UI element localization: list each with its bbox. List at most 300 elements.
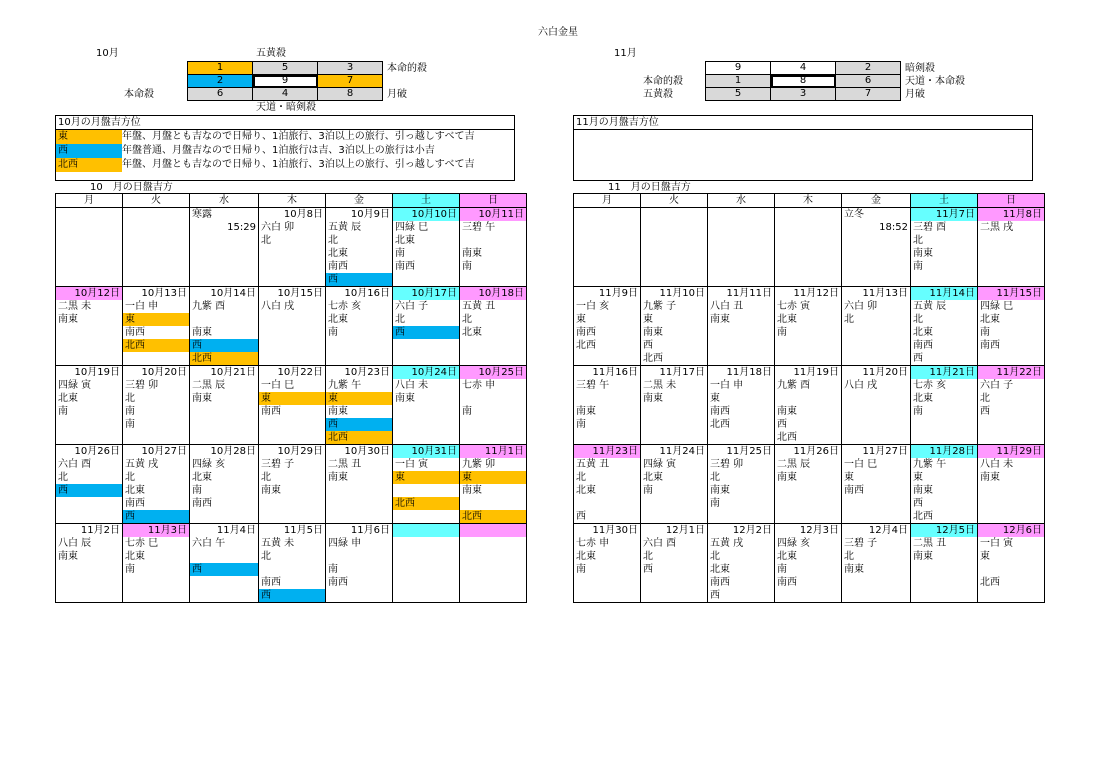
day-line [123,576,190,589]
day-line: 北西 [775,431,842,445]
day-line: 南東 [56,313,123,326]
day-line: 七赤 申 [574,537,641,550]
day-date: 11月14日 [911,287,978,301]
day-line [842,273,911,287]
day-line [393,576,460,589]
board-cell: 3 [318,62,383,75]
day-line [574,221,641,234]
day-line [775,497,842,510]
day-line: 北東 [708,563,775,576]
day-line [123,352,190,366]
day-line [190,234,259,247]
day-line [56,431,123,445]
day-date: 11月29日 [978,445,1045,459]
fortune-row [56,130,514,144]
day-line: 北東 [460,326,527,339]
day-date: 11月7日 [911,208,978,222]
day-line: 二黒 未 [56,300,123,313]
day-date: 11月3日 [123,524,190,538]
day-date: 11月28日 [911,445,978,459]
day-line: 南東 [259,484,326,497]
day-line: 三碧 子 [842,537,911,550]
day-line [190,247,259,260]
day-date: 11月19日 [775,366,842,380]
day-line: 北 [842,550,911,563]
day-date: 10月21日 [190,366,259,380]
day-line: 七赤 亥 [911,379,978,392]
nov-fortune-box [573,115,1033,181]
day-line [978,589,1045,603]
day-line [56,234,123,247]
day-date: 10月27日 [123,445,190,459]
day-date: 11月26日 [775,445,842,459]
day-date: 12月4日 [842,524,911,538]
day-line [842,418,911,431]
weekday-header: 木 [259,194,326,208]
day-line: 四緑 亥 [190,458,259,471]
day-line [259,431,326,445]
day-line: 南西 [190,497,259,510]
day-date: 立冬 [842,208,911,222]
day-date: 10月15日 [259,287,326,301]
board-cell: 6 [188,88,253,101]
day-line [393,550,460,563]
day-line: 北西 [190,352,259,366]
day-line: 南西 [259,576,326,589]
board-cell: 9 [253,75,318,88]
day-line: 九紫 酉 [775,379,842,392]
day-line [190,431,259,445]
day-date: 11月16日 [574,366,641,380]
day-line: 八白 未 [978,458,1045,471]
day-date: 11月24日 [641,445,708,459]
day-line [775,352,842,366]
day-line: 北東 [393,234,460,247]
day-line [393,510,460,524]
day-line: 南 [641,484,708,497]
day-line: 北 [123,392,190,405]
day-line [259,273,326,287]
day-line: 北 [259,234,326,247]
day-line: 六白 卯 [259,221,326,234]
day-line [56,418,123,431]
board-cell: 5 [706,88,771,101]
day-line: 九紫 卯 [460,458,527,471]
day-line: 北西 [123,339,190,352]
day-date: 10月16日 [326,287,393,301]
day-line [978,234,1045,247]
day-line: 北 [574,471,641,484]
day-line [326,497,393,510]
day-line [56,352,123,366]
day-line [708,234,775,247]
day-line: 三碧 酉 [911,221,978,234]
day-line [259,563,326,576]
day-date [641,208,708,222]
day-line: 北東 [123,550,190,563]
day-line: 18:52 [842,221,911,234]
weekday-header: 土 [911,194,978,208]
day-line [574,392,641,405]
day-line: 南東 [56,550,123,563]
day-date: 12月2日 [708,524,775,538]
day-line [842,339,911,352]
day-line: 南 [911,260,978,273]
day-line [574,589,641,603]
day-line: 四緑 亥 [775,537,842,550]
weekday-header: 月 [574,194,641,208]
weekday-header: 日 [978,194,1045,208]
day-line [190,260,259,273]
oct-calendar [55,193,527,603]
day-line [326,550,393,563]
day-line [708,352,775,366]
day-line [842,405,911,418]
day-line: 二黒 戌 [978,221,1045,234]
day-date: 11月18日 [708,366,775,380]
day-line: 三碧 午 [574,379,641,392]
day-line [460,563,527,576]
day-date: 12月3日 [775,524,842,538]
day-line [56,260,123,273]
day-date: 11月13日 [842,287,911,301]
day-line [641,418,708,431]
day-line: 北 [708,471,775,484]
day-line [574,431,641,445]
board-cell: 1 [706,75,771,88]
day-date: 11月4日 [190,524,259,538]
day-line: 九紫 酉 [190,300,259,313]
day-line: 南 [393,247,460,260]
board-cell: 4 [771,62,836,75]
day-line: 南 [326,563,393,576]
day-line [190,405,259,418]
day-line: 三碧 卯 [708,458,775,471]
day-date: 10月12日 [56,287,123,301]
day-date: 11月21日 [911,366,978,380]
day-line: 北 [460,313,527,326]
day-line: 北東 [326,313,393,326]
day-date [775,208,842,222]
day-line [259,247,326,260]
weekday-header: 土 [393,194,460,208]
day-line: 南東 [190,326,259,339]
day-line [708,260,775,273]
day-line [641,273,708,287]
day-line: 北東 [911,326,978,339]
day-line: 三碧 卯 [123,379,190,392]
day-line: 六白 卯 [842,300,911,313]
board-cell: 6 [836,75,901,88]
day-line: 北西 [393,497,460,510]
day-line [708,326,775,339]
day-line: 南東 [460,484,527,497]
day-line: 一白 巳 [842,458,911,471]
day-line: 南東 [326,471,393,484]
day-line: 15:29 [190,221,259,234]
day-line: 西 [978,405,1045,418]
day-line [641,576,708,589]
day-line [842,576,911,589]
day-line: 北西 [708,418,775,431]
day-line: 北 [326,234,393,247]
oct-month-label: 10月 [96,48,119,59]
board-cell: 2 [188,75,253,88]
fortune-row [56,158,514,172]
day-line: 五黄 辰 [911,300,978,313]
day-date: 11月1日 [460,445,527,459]
day-line: 八白 未 [393,379,460,392]
weekday-header: 月 [56,194,123,208]
day-line: 南 [56,405,123,418]
oct-bottom-label: 天道・暗剣殺 [256,102,316,113]
day-date: 11月2日 [56,524,123,538]
weekday-header: 水 [708,194,775,208]
day-line [190,589,259,603]
day-date: 11月27日 [842,445,911,459]
day-line [190,313,259,326]
day-line: 東 [911,471,978,484]
day-line: 東 [574,313,641,326]
day-line: 西 [56,484,123,497]
day-date: 10月31日 [393,445,460,459]
day-line [775,339,842,352]
day-date: 12月6日 [978,524,1045,538]
day-line: 西 [123,510,190,524]
day-line: 南西 [911,339,978,352]
day-line: 二黒 未 [641,379,708,392]
day-line [190,576,259,589]
day-line: 南西 [393,260,460,273]
day-date: 10月18日 [460,287,527,301]
nov-fortune-title: 11月の月盤吉方位 [574,116,1032,130]
day-line: 四緑 寅 [56,379,123,392]
day-date: 10月9日 [326,208,393,222]
day-line: 北 [842,313,911,326]
day-line: 北西 [978,576,1045,589]
nov-month-label: 11月 [614,48,637,59]
day-line: 一白 寅 [393,458,460,471]
day-line [393,589,460,603]
nov-right-label-3: 月破 [905,89,925,100]
day-line [393,431,460,445]
day-date: 12月5日 [911,524,978,538]
day-line: 北 [393,313,460,326]
day-line [911,273,978,287]
day-line [708,339,775,352]
day-line [56,576,123,589]
day-line [641,405,708,418]
day-line: 東 [123,313,190,326]
day-line: 南 [708,497,775,510]
day-line: 北東 [56,392,123,405]
day-date: 11月17日 [641,366,708,380]
day-line [393,484,460,497]
day-line [460,352,527,366]
board-cell: 1 [188,62,253,75]
day-line: 南 [574,418,641,431]
day-line: 北 [259,471,326,484]
fortune-text: 年盤、月盤とも吉なので日帰り、1泊旅行、3泊以上の旅行、引っ越しすべて吉 [122,159,475,170]
nov-calendar [573,193,1045,603]
day-line: 四緑 申 [326,537,393,550]
day-line: 五黄 丑 [460,300,527,313]
day-line [190,510,259,524]
day-line [911,576,978,589]
oct-board-grid [187,61,383,101]
day-line: 北東 [641,471,708,484]
day-line [775,260,842,273]
day-line [641,589,708,603]
day-date: 10月19日 [56,366,123,380]
fortune-direction: 東 [56,130,122,144]
day-line [978,247,1045,260]
nov-board-grid [705,61,901,101]
day-line [56,563,123,576]
day-line [842,392,911,405]
day-line [574,576,641,589]
weekday-header: 金 [326,194,393,208]
day-line: 北東 [775,313,842,326]
day-date: 10月20日 [123,366,190,380]
day-line: 東 [393,471,460,484]
day-date: 11月22日 [978,366,1045,380]
day-line [842,510,911,524]
day-date: 12月1日 [641,524,708,538]
day-line [708,221,775,234]
fortune-direction: 北西 [56,158,122,172]
day-line: 北東 [911,392,978,405]
day-line [259,497,326,510]
day-line [460,418,527,431]
day-line: 南西 [574,326,641,339]
day-line: 東 [326,392,393,405]
day-line: 六白 酉 [641,537,708,550]
day-line [574,234,641,247]
day-date: 10月24日 [393,366,460,380]
day-line: 南 [911,405,978,418]
day-line [978,497,1045,510]
day-date [123,208,190,222]
day-line: 一白 亥 [574,300,641,313]
day-date: 10月14日 [190,287,259,301]
day-line: 南西 [259,405,326,418]
day-line: 西 [259,589,326,603]
day-line [393,339,460,352]
day-line [393,352,460,366]
day-line [574,260,641,273]
day-date: 11月9日 [574,287,641,301]
weekday-header: 木 [775,194,842,208]
day-line: 東 [460,471,527,484]
day-line [641,260,708,273]
day-line: 南東 [641,392,708,405]
day-line: 南 [775,563,842,576]
day-date: 10月13日 [123,287,190,301]
oct-fortune-box [55,115,515,181]
day-date: 10月29日 [259,445,326,459]
day-line: 東 [708,392,775,405]
page-title: 六白金星 [538,27,578,38]
day-line: 南東 [911,247,978,260]
day-line [393,405,460,418]
day-line: 南 [123,563,190,576]
day-line [460,431,527,445]
day-date [574,208,641,222]
day-line: 北東 [978,313,1045,326]
day-line [326,484,393,497]
day-line [326,352,393,366]
board-cell: 4 [253,88,318,101]
day-line: 五黄 辰 [326,221,393,234]
day-date: 10月23日 [326,366,393,380]
day-line: 北 [56,471,123,484]
day-line: 西 [393,326,460,339]
day-date: 10月22日 [259,366,326,380]
day-line: 北東 [574,484,641,497]
fortune-text: 年盤普通、月盤吉なので日帰り、1泊旅行は吉、3泊以上の旅行は小吉 [122,145,435,156]
oct-right-label-3: 月破 [387,89,407,100]
day-line [326,339,393,352]
day-line [190,550,259,563]
day-line: 北 [123,471,190,484]
day-line: 北東 [326,247,393,260]
day-line: 南東 [911,550,978,563]
day-date: 10月25日 [460,366,527,380]
day-line: 北西 [326,431,393,445]
board-cell: 7 [836,88,901,101]
day-date: 10月17日 [393,287,460,301]
day-line [259,260,326,273]
board-cell: 2 [836,62,901,75]
day-line [56,339,123,352]
weekday-header: 水 [190,194,259,208]
day-line: 南西 [842,484,911,497]
day-line: 北東 [123,484,190,497]
day-line: 南東 [775,405,842,418]
day-line: 南 [460,405,527,418]
day-line [460,497,527,510]
day-line: 南東 [775,471,842,484]
day-line: 南 [190,484,259,497]
day-line [641,497,708,510]
day-line: 九紫 子 [641,300,708,313]
day-line: 東 [641,313,708,326]
day-line: 八白 戌 [259,300,326,313]
day-line: 北 [641,550,708,563]
day-line: 南西 [123,326,190,339]
day-line: 西 [326,273,393,287]
day-line: 西 [775,418,842,431]
day-line: 南 [123,418,190,431]
day-line [775,484,842,497]
day-line: 南西 [326,576,393,589]
day-date: 10月26日 [56,445,123,459]
day-line: 七赤 亥 [326,300,393,313]
day-line: 三碧 子 [259,458,326,471]
day-line [574,352,641,366]
day-line: 西 [190,339,259,352]
day-line [123,589,190,603]
board-cell: 5 [253,62,318,75]
weekday-header: 火 [641,194,708,208]
day-line: 南東 [708,313,775,326]
board-cell: 7 [318,75,383,88]
day-line [842,589,911,603]
day-line: 北西 [641,352,708,366]
day-line [574,247,641,260]
day-date: 寒露 [190,208,259,222]
